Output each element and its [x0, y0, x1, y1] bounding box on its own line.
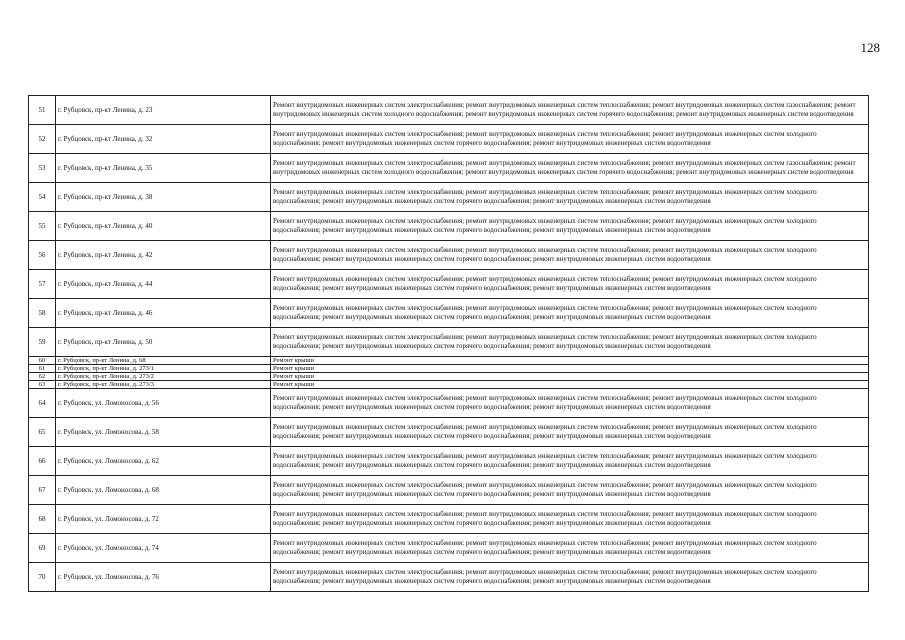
- address-cell: г. Рубцовск, пр-кт Ленина, д. 46: [56, 299, 271, 328]
- page-number: 128: [860, 40, 880, 55]
- row-number: 57: [29, 270, 56, 299]
- row-number: 63: [29, 381, 56, 389]
- row-number: 66: [29, 447, 56, 476]
- table-row: [29, 373, 869, 381]
- table-row: [29, 299, 869, 328]
- works-cell: Ремонт крыши: [271, 373, 869, 381]
- table-row: [29, 357, 869, 365]
- table-body: [29, 96, 869, 592]
- works-cell: Ремонт внутридомовых инженерных систем электроснабжения; ремонт внутридомовых инженерных систем теплоснабжения; ремонт внутридомовых инженерных систем холодного водоснабжения; ремонт внутридомовых инженерных систем горячего водоснабжения; ремонт внутридомовых инженерных систем водоотведения: [271, 183, 869, 212]
- row-number: 70: [29, 563, 56, 592]
- address-cell: г. Рубцовск, пр-кт Ленина, д. 40: [56, 212, 271, 241]
- table-row: [29, 328, 869, 357]
- works-cell: Ремонт внутридомовых инженерных систем электроснабжения; ремонт внутридомовых инженерных систем теплоснабжения; ремонт внутридомовых инженерных систем холодного водоснабжения; ремонт внутридомовых инженерных систем горячего водоснабжения; ремонт внутридомовых инженерных систем водоотведения: [271, 476, 869, 505]
- row-number: 58: [29, 299, 56, 328]
- works-cell: Ремонт внутридомовых инженерных систем электроснабжения; ремонт внутридомовых инженерных систем теплоснабжения; ремонт внутридомовых инженерных систем холодного водоснабжения; ремонт внутридомовых инженерных систем горячего водоснабжения; ремонт внутридомовых инженерных систем водоотведения: [271, 270, 869, 299]
- address-cell: г. Рубцовск, пр-кт Ленина, д. 50: [56, 328, 271, 357]
- table-row: [29, 534, 869, 563]
- address-cell: г. Рубцовск, ул. Ломоносова, д. 68: [56, 476, 271, 505]
- works-cell: Ремонт внутридомовых инженерных систем электроснабжения; ремонт внутридомовых инженерных систем теплоснабжения; ремонт внутридомовых инженерных систем холодного водоснабжения; ремонт внутридомовых инженерных систем горячего водоснабжения; ремонт внутридомовых инженерных систем водоотведения: [271, 563, 869, 592]
- address-cell: г. Рубцовск, ул. Ломоносова, д. 74: [56, 534, 271, 563]
- address-cell: г. Рубцовск, ул. Ломоносова, д. 62: [56, 447, 271, 476]
- row-number: 69: [29, 534, 56, 563]
- table-row: [29, 476, 869, 505]
- works-cell: Ремонт внутридомовых инженерных систем электроснабжения; ремонт внутридомовых инженерных систем теплоснабжения; ремонт внутридомовых инженерных систем холодного водоснабжения; ремонт внутридомовых инженерных систем горячего водоснабжения; ремонт внутридомовых инженерных систем водоотведения: [271, 418, 869, 447]
- table-row: [29, 241, 869, 270]
- row-number: 68: [29, 505, 56, 534]
- address-cell: г. Рубцовск, пр-кт Ленина, д. 42: [56, 241, 271, 270]
- works-cell: Ремонт крыши: [271, 381, 869, 389]
- works-cell: Ремонт внутридомовых инженерных систем электроснабжения; ремонт внутридомовых инженерных систем теплоснабжения; ремонт внутридомовых инженерных систем холодного водоснабжения; ремонт внутридомовых инженерных систем горячего водоснабжения; ремонт внутридомовых инженерных систем водоотведения: [271, 299, 869, 328]
- table-row: [29, 447, 869, 476]
- row-number: 52: [29, 125, 56, 154]
- address-cell: г. Рубцовск, ул. Ломоносова, д. 56: [56, 389, 271, 418]
- address-cell: г. Рубцовск, пр-кт Ленина, д. 273/1: [56, 365, 271, 373]
- row-number: 53: [29, 154, 56, 183]
- table-row: [29, 505, 869, 534]
- works-cell: Ремонт внутридомовых инженерных систем электроснабжения; ремонт внутридомовых инженерных систем теплоснабжения; ремонт внутридомовых инженерных систем холодного водоснабжения; ремонт внутридомовых инженерных систем горячего водоснабжения; ремонт внутридомовых инженерных систем водоотведения: [271, 241, 869, 270]
- row-number: 62: [29, 373, 56, 381]
- table-row: [29, 381, 869, 389]
- row-number: 54: [29, 183, 56, 212]
- row-number: 56: [29, 241, 56, 270]
- address-cell: г. Рубцовск, пр-кт Ленина, д. 35: [56, 154, 271, 183]
- works-cell: Ремонт внутридомовых инженерных систем электроснабжения; ремонт внутридомовых инженерных систем теплоснабжения; ремонт внутридомовых инженерных систем газоснабжения; ремонт внутридомовых инженерных систем холодного водоснабжения; ремонт внутридомовых инженерных систем горячего водоснабжения; ремонт внутридомовых инженерных систем водоотведения: [271, 154, 869, 183]
- works-cell: Ремонт внутридомовых инженерных систем электроснабжения; ремонт внутридомовых инженерных систем теплоснабжения; ремонт внутридомовых инженерных систем газоснабжения; ремонт внутридомовых инженерных систем холодного водоснабжения; ремонт внутридомовых инженерных систем горячего водоснабжения; ремонт внутридомовых инженерных систем водоотведения: [271, 96, 869, 125]
- works-cell: Ремонт внутридомовых инженерных систем электроснабжения; ремонт внутридомовых инженерных систем теплоснабжения; ремонт внутридомовых инженерных систем холодного водоснабжения; ремонт внутридомовых инженерных систем горячего водоснабжения; ремонт внутридомовых инженерных систем водоотведения: [271, 447, 869, 476]
- row-number: 67: [29, 476, 56, 505]
- address-cell: г. Рубцовск, ул. Ломоносова, д. 72: [56, 505, 271, 534]
- works-cell: Ремонт крыши: [271, 357, 869, 365]
- works-cell: Ремонт внутридомовых инженерных систем электроснабжения; ремонт внутридомовых инженерных систем теплоснабжения; ремонт внутридомовых инженерных систем холодного водоснабжения; ремонт внутридомовых инженерных систем горячего водоснабжения; ремонт внутридомовых инженерных систем водоотведения: [271, 328, 869, 357]
- row-number: 60: [29, 357, 56, 365]
- address-cell: г. Рубцовск, пр-кт Ленина, д. 68: [56, 357, 271, 365]
- works-cell: Ремонт внутридомовых инженерных систем электроснабжения; ремонт внутридомовых инженерных систем теплоснабжения; ремонт внутридомовых инженерных систем холодного водоснабжения; ремонт внутридомовых инженерных систем горячего водоснабжения; ремонт внутридомовых инженерных систем водоотведения: [271, 389, 869, 418]
- works-cell: Ремонт внутридомовых инженерных систем электроснабжения; ремонт внутридомовых инженерных систем теплоснабжения; ремонт внутридомовых инженерных систем холодного водоснабжения; ремонт внутридомовых инженерных систем горячего водоснабжения; ремонт внутридомовых инженерных систем водоотведения: [271, 505, 869, 534]
- table-row: [29, 183, 869, 212]
- table-row: [29, 154, 869, 183]
- row-number: 65: [29, 418, 56, 447]
- address-cell: г. Рубцовск, пр-кт Ленина, д. 273/2: [56, 373, 271, 381]
- works-cell: Ремонт внутридомовых инженерных систем электроснабжения; ремонт внутридомовых инженерных систем теплоснабжения; ремонт внутридомовых инженерных систем холодного водоснабжения; ремонт внутридомовых инженерных систем горячего водоснабжения; ремонт внутридомовых инженерных систем водоотведения: [271, 534, 869, 563]
- address-cell: г. Рубцовск, пр-кт Ленина, д. 38: [56, 183, 271, 212]
- table-row: [29, 125, 869, 154]
- works-cell: Ремонт внутридомовых инженерных систем электроснабжения; ремонт внутридомовых инженерных систем теплоснабжения; ремонт внутридомовых инженерных систем холодного водоснабжения; ремонт внутридомовых инженерных систем горячего водоснабжения; ремонт внутридомовых инженерных систем водоотведения: [271, 212, 869, 241]
- address-cell: г. Рубцовск, пр-кт Ленина, д. 23: [56, 96, 271, 125]
- table-row: [29, 365, 869, 373]
- row-number: 61: [29, 365, 56, 373]
- address-cell: г. Рубцовск, ул. Ломоносова, д. 58: [56, 418, 271, 447]
- table-row: [29, 212, 869, 241]
- address-cell: г. Рубцовск, пр-кт Ленина, д. 32: [56, 125, 271, 154]
- works-cell: Ремонт крыши: [271, 365, 869, 373]
- address-cell: г. Рубцовск, ул. Ломоносова, д. 76: [56, 563, 271, 592]
- row-number: 59: [29, 328, 56, 357]
- table-row: [29, 96, 869, 125]
- row-number: 64: [29, 389, 56, 418]
- row-number: 51: [29, 96, 56, 125]
- works-cell: Ремонт внутридомовых инженерных систем электроснабжения; ремонт внутридомовых инженерных систем теплоснабжения; ремонт внутридомовых инженерных систем холодного водоснабжения; ремонт внутридомовых инженерных систем горячего водоснабжения; ремонт внутридомовых инженерных систем водоотведения: [271, 125, 869, 154]
- row-number: 55: [29, 212, 56, 241]
- table-row: [29, 418, 869, 447]
- repair-register-table: [28, 95, 869, 592]
- table-row: [29, 389, 869, 418]
- address-cell: г. Рубцовск, пр-кт Ленина, д. 44: [56, 270, 271, 299]
- address-cell: г. Рубцовск, пр-кт Ленина, д. 273/3: [56, 381, 271, 389]
- table-row: [29, 270, 869, 299]
- table-row: [29, 563, 869, 592]
